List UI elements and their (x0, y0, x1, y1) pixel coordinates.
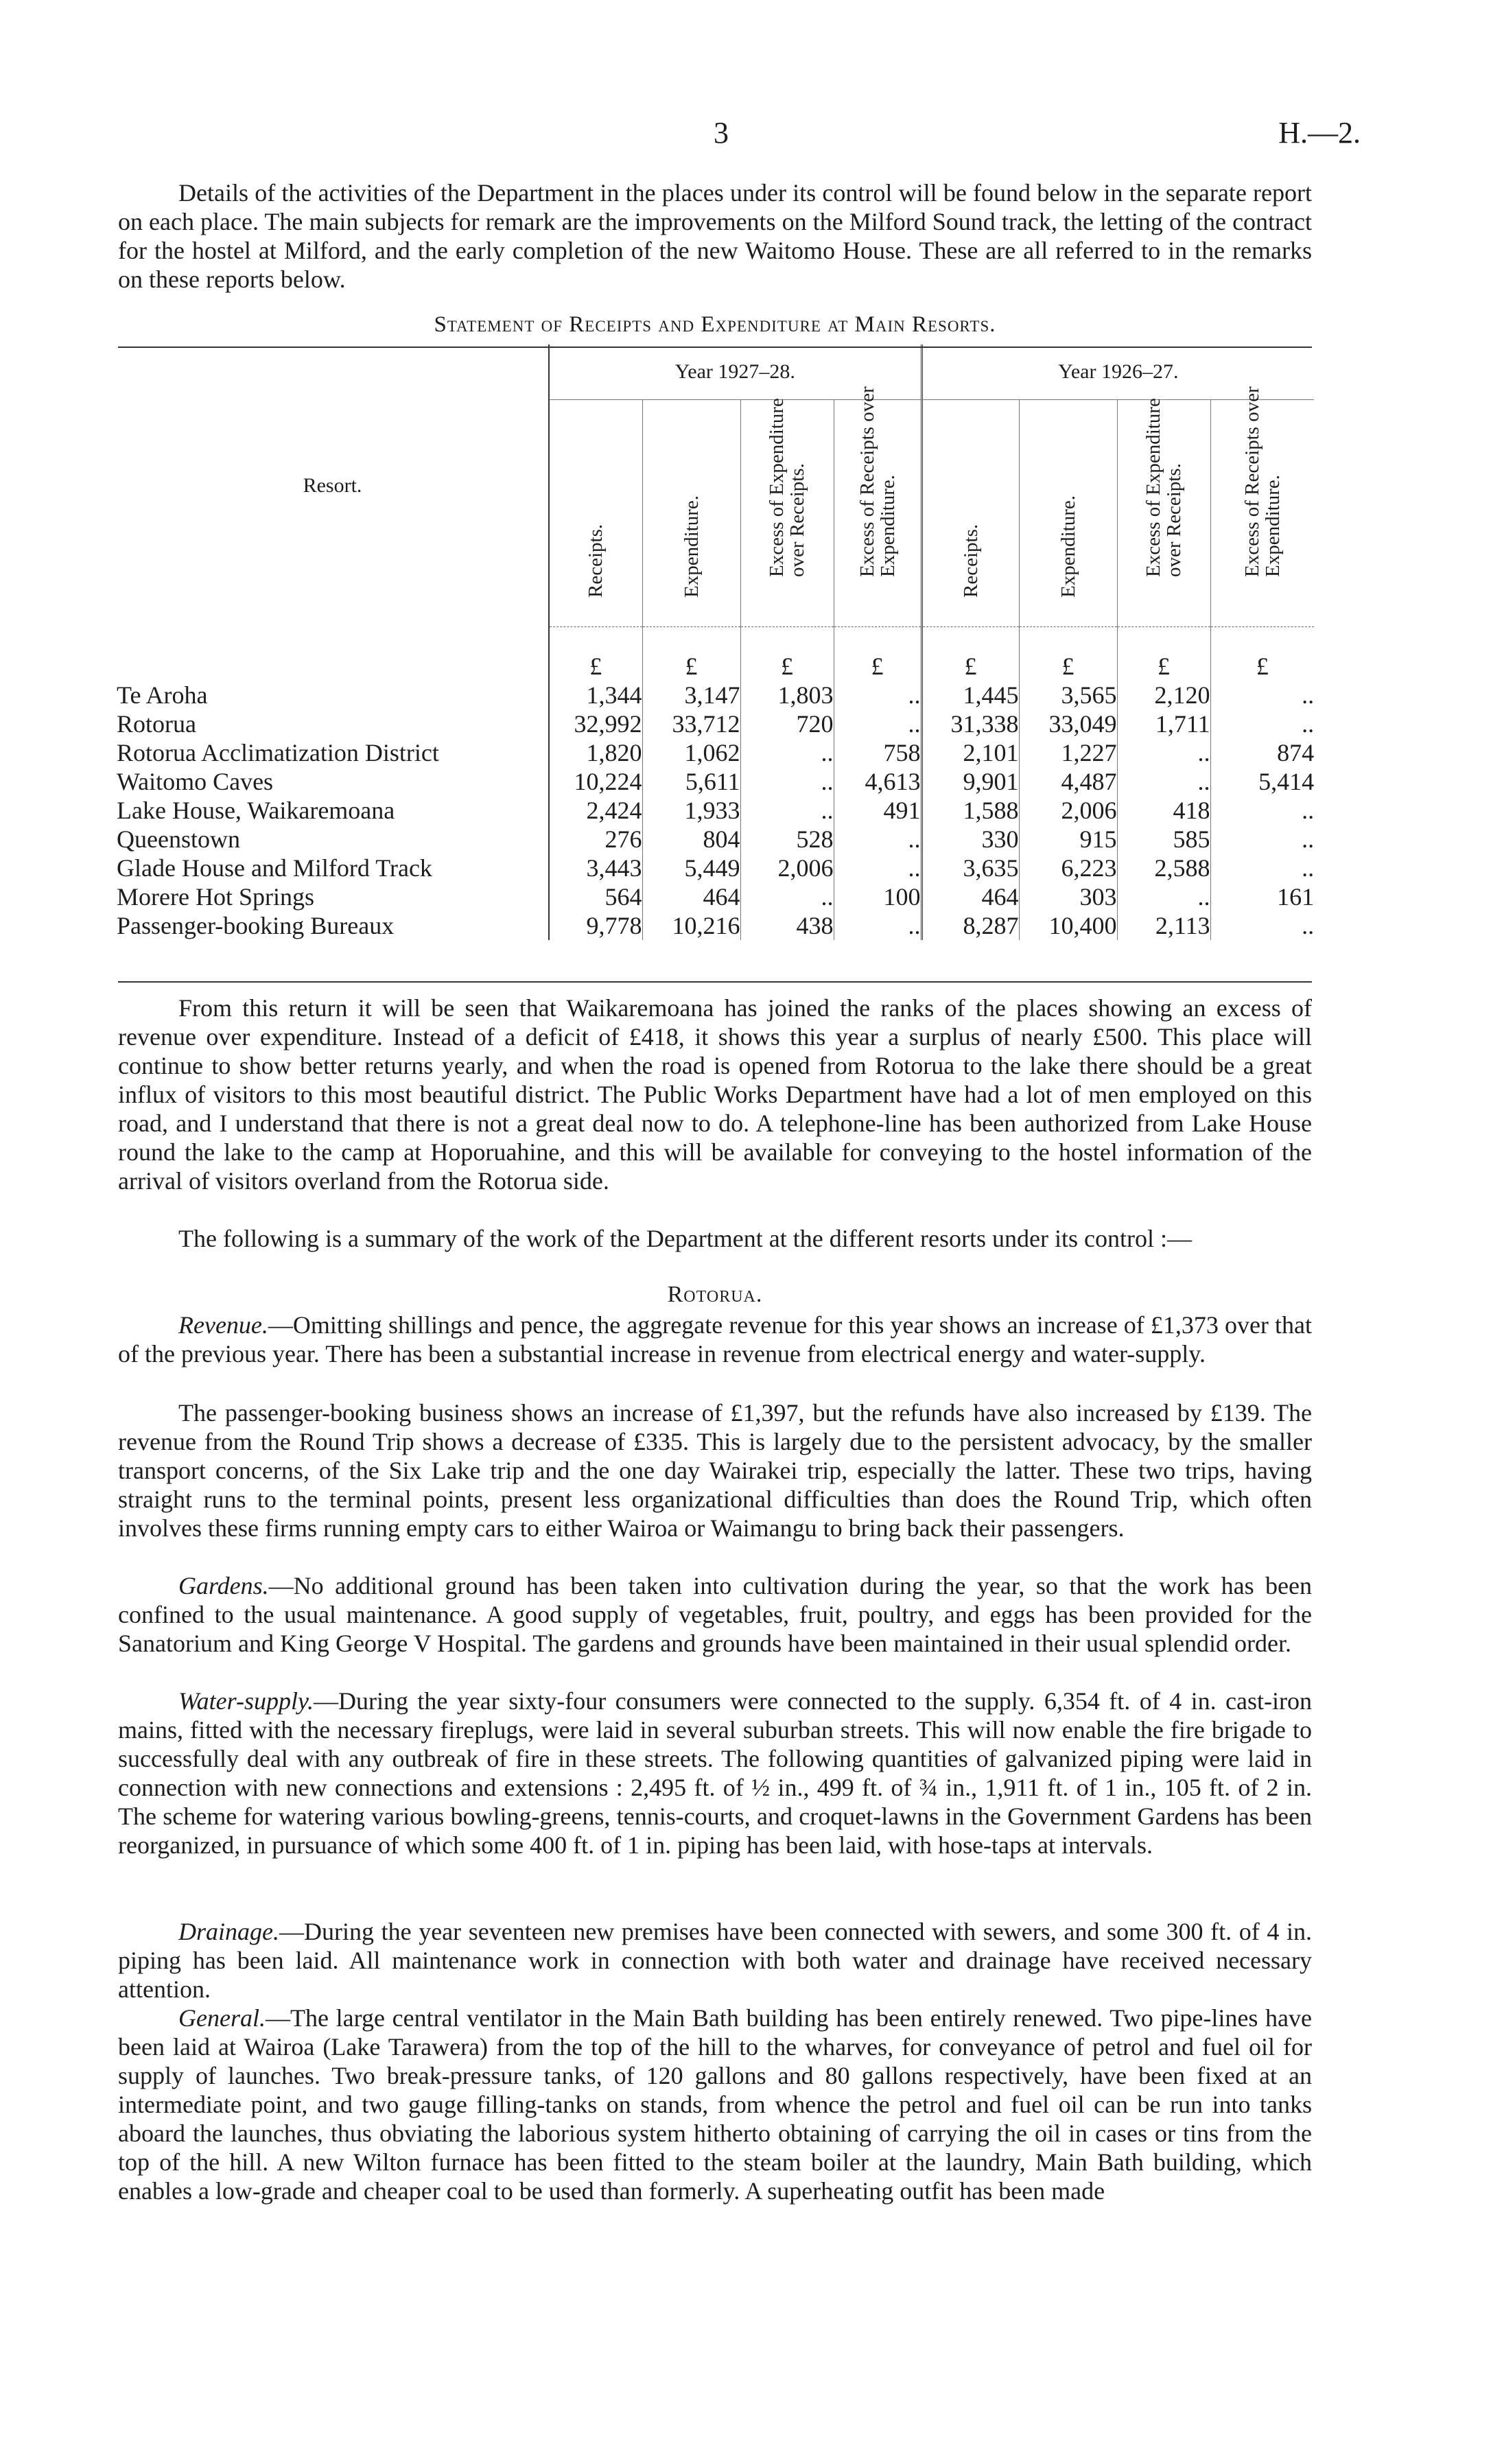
resort-header: Resort. (303, 473, 362, 497)
currency-symbol: £ (921, 652, 1019, 681)
cell-excess-expenditure-1927-28: 1,803 (740, 681, 834, 709)
cell-receipts-1926-27: 330 (921, 825, 1019, 854)
cell-expenditure-1927-28: 1,933 (642, 796, 740, 825)
cell-expenditure-1926-27: 33,049 (1019, 709, 1117, 738)
cell-excess-expenditure-1927-28: 528 (740, 825, 834, 854)
section-title-rotorua: Rotorua. (667, 1282, 763, 1307)
receipts-expenditure-table (117, 344, 1314, 940)
revenue-paragraph (118, 1311, 1312, 1368)
cell-excess-expenditure-1927-28: 720 (740, 709, 834, 738)
cell-excess-expenditure-1926-27: 2,120 (1117, 681, 1210, 709)
cell-excess-expenditure-1927-28: .. (740, 767, 834, 796)
currency-symbol: £ (1210, 652, 1314, 681)
cell-excess-expenditure-1926-27: 585 (1117, 825, 1210, 854)
col-excess-expenditure-1926-27: Excess of Expenditure over Receipts. (1117, 400, 1210, 627)
cell-excess-expenditure-1926-27: 418 (1117, 796, 1210, 825)
cell-receipts-1927-28: 32,992 (549, 709, 642, 738)
cell-expenditure-1926-27: 3,565 (1019, 681, 1117, 709)
cell-excess-expenditure-1927-28: .. (740, 738, 834, 767)
cell-excess-receipts-1926-27: .. (1210, 911, 1314, 940)
cell-excess-expenditure-1926-27: 1,711 (1117, 709, 1210, 738)
cell-excess-receipts-1926-27: .. (1210, 854, 1314, 882)
water-supply-label: Water-supply. (178, 1687, 314, 1715)
water-supply-paragraph (118, 1687, 1312, 1859)
cell-receipts-1926-27: 464 (921, 882, 1019, 911)
year-1927-28-header: Year 1927–28. (549, 344, 921, 400)
gardens-text: —No additional ground has been taken into cultivation during the year, so that the work has been confined to the usual maintenance. A good supply of vegetables, fruit, poultry, and eggs has been provided for the Sanatorium and King George V Hospital. The gardens and grounds have been maintained in their usual splendid order. (118, 1572, 1312, 1657)
cell-expenditure-1926-27: 4,487 (1019, 767, 1117, 796)
cell-excess-receipts-1927-28: 100 (834, 882, 921, 911)
summary-intro-paragraph: The following is a summary of the work of the Department at the different resorts under its control :— (178, 1225, 1192, 1252)
cell-excess-receipts-1927-28: .. (834, 709, 921, 738)
cell-expenditure-1927-28: 804 (642, 825, 740, 854)
water-supply-text: —During the year sixty-four consumers were connected to the supply. 6,354 ft. of 4 in. cast-iron mains, fitted with the necessary fireplugs, were laid in several suburban streets. This will now enable the fire brigade to successfully deal with any outbreak of fire in these streets. The following quantities of galvanized piping were laid in connection with new connections and extensions : 2,495 ft. of ½ in., 499 ft. of ¾ in., 1,911 ft. of 1 in., 105 ft. of 2 in. The scheme for watering various bowling-greens, tennis-courts, and croquet-lawns in the Government Gardens has been reorganized, in pursuance of which some 400 ft. of 1 in. piping has been laid, with hose-taps at intervals. (118, 1687, 1312, 1859)
table-row (117, 681, 1314, 709)
cell-receipts-1926-27: 1,445 (921, 681, 1019, 709)
cell-receipts-1926-27: 3,635 (921, 854, 1019, 882)
col-expenditure-1926-27: Expenditure. (1019, 400, 1117, 627)
page-number: 3 (714, 116, 729, 150)
currency-symbol: £ (549, 652, 642, 681)
table-row (117, 796, 1314, 825)
cell-receipts-1926-27: 8,287 (921, 911, 1019, 940)
cell-excess-receipts-1927-28: 491 (834, 796, 921, 825)
gardens-paragraph (118, 1571, 1312, 1658)
general-paragraph (118, 2004, 1312, 2205)
col-receipts-1926-27: Receipts. (921, 400, 1019, 627)
table-row (117, 854, 1314, 882)
cell-excess-receipts-1927-28: .. (834, 854, 921, 882)
cell-expenditure-1926-27: 915 (1019, 825, 1117, 854)
cell-expenditure-1926-27: 6,223 (1019, 854, 1117, 882)
drainage-label: Drainage. (178, 1918, 279, 1945)
resort-name: Glade House and Milford Track (117, 854, 432, 882)
table-row (117, 825, 1314, 854)
cell-expenditure-1926-27: 2,006 (1019, 796, 1117, 825)
currency-symbol: £ (740, 652, 834, 681)
table-row (117, 738, 1314, 767)
resort-name: Morere Hot Springs (117, 883, 314, 911)
cell-excess-receipts-1926-27: 874 (1210, 738, 1314, 767)
cell-expenditure-1927-28: 1,062 (642, 738, 740, 767)
general-text: —The large central ventilator in the Main Bath building has been entirely renewed. Two pipe-lines have been laid at Wairoa (Lake Tarawera) from the top of the hill to the wharves, for conveyance of petrol and fuel oil for supply of launches. Two break-pressure tanks, of 120 gallons and 80 gallons respectively, have been fixed at an intermediate point, and two gauge filling-tanks on stands, from whence the petrol and fuel oil can be run into tanks aboard the launches, thus obviating the laborious system hitherto obtaining of carrying the oil in cases or tins from the top of the hill. A new Wilton furnace has been fitted to the steam boiler at the laundry, Main Bath building, which enables a low-grade and cheaper coal to be used than formerly. A superheating outfit has been made (118, 2004, 1312, 2205)
currency-symbol: £ (642, 652, 740, 681)
cell-receipts-1927-28: 1,344 (549, 681, 642, 709)
after-table-paragraph: From this return it will be seen that Waikaremoana has joined the ranks of the places showing an excess of revenue over expenditure. Instead of a deficit of £418, it shows this year a surplus of nearly £500. This place will continue to show better returns yearly, and when the road is opened from Rotorua to the lake there should be a great influx of visitors to this most beautiful district. The Public Works Department have had a lot of men employed on this road, and I understand that there is not a great deal now to do. A telephone-line has been authorized from Lake House round the lake to the camp at Hoporuahine, and this will be available for conveying to the hostel information of the arrival of visitors overland from the Rotorua side. (118, 994, 1312, 1195)
table-row (117, 882, 1314, 911)
cell-expenditure-1927-28: 10,216 (642, 911, 740, 940)
booking-paragraph: The passenger-booking business shows an increase of £1,397, but the refunds have also increased by £139. The revenue from the Round Trip shows a decrease of £335. This is largely due to the persistent advocacy, by the smaller transport concerns, of the Six Lake trip and the one day Wairakei trip, especially the latter. These two trips, having straight runs to the terminal points, present less organizational difficulties than does the Round Trip, which often involves these firms running empty cars to either Wairoa or Waimangu to bring back their passengers. (118, 1399, 1312, 1542)
table-title: Statement of Receipts and Expenditure at Main Resorts. (434, 312, 996, 337)
drainage-text: —During the year seventeen new premises have been connected with sewers, and some 300 ft. of 4 in. piping has been laid. All maintenance work in connection with both water and drainage have received necessary attention. (118, 1918, 1312, 2003)
cell-expenditure-1927-28: 5,449 (642, 854, 740, 882)
resort-name: Waitomo Caves (117, 768, 274, 795)
cell-excess-expenditure-1926-27: 2,588 (1117, 854, 1210, 882)
table-row (117, 767, 1314, 796)
cell-excess-expenditure-1927-28: .. (740, 796, 834, 825)
cell-excess-receipts-1926-27: .. (1210, 709, 1314, 738)
cell-excess-expenditure-1927-28: .. (740, 882, 834, 911)
col-receipts-1927-28: Receipts. (549, 400, 642, 627)
currency-symbol: £ (1019, 652, 1117, 681)
currency-symbol: £ (1117, 652, 1210, 681)
cell-excess-receipts-1927-28: .. (834, 681, 921, 709)
col-expenditure-1927-28: Expenditure. (642, 400, 740, 627)
cell-receipts-1927-28: 276 (549, 825, 642, 854)
revenue-text: —Omitting shillings and pence, the aggregate revenue for this year shows an increase of £1,373 over that of the previous year. There has been a substantial increase in revenue from electrical energy and water-supply. (118, 1311, 1312, 1368)
resort-name: Queenstown (117, 825, 240, 853)
document-reference: H.—2. (1278, 116, 1361, 150)
cell-receipts-1927-28: 564 (549, 882, 642, 911)
cell-expenditure-1927-28: 464 (642, 882, 740, 911)
cell-receipts-1927-28: 9,778 (549, 911, 642, 940)
cell-excess-expenditure-1926-27: .. (1117, 882, 1210, 911)
resort-name: Rotorua (117, 710, 196, 738)
resort-name: Te Aroha (117, 681, 208, 709)
cell-receipts-1927-28: 10,224 (549, 767, 642, 796)
cell-excess-receipts-1927-28: 4,613 (834, 767, 921, 796)
intro-paragraph: Details of the activities of the Department in the places under its control will be found below in the separate report on each place. The main subjects for remark are the improvements on the Milford Sound track, the letting of the contract for the hostel at Milford, and the early completion of the new Waitomo House. These are all referred to in the remarks on these reports below. (118, 179, 1312, 293)
col-excess-receipts-1926-27: Excess of Receipts over Expenditure. (1210, 400, 1314, 627)
cell-expenditure-1926-27: 303 (1019, 882, 1117, 911)
table-row (117, 911, 1314, 940)
cell-excess-receipts-1926-27: .. (1210, 796, 1314, 825)
cell-receipts-1927-28: 3,443 (549, 854, 642, 882)
resort-name: Passenger-booking Bureaux (117, 912, 395, 939)
cell-excess-receipts-1927-28: 758 (834, 738, 921, 767)
cell-excess-receipts-1926-27: .. (1210, 825, 1314, 854)
col-excess-receipts-1927-28: Excess of Receipts over Expenditure. (834, 400, 921, 627)
currency-symbol: £ (834, 652, 921, 681)
cell-expenditure-1926-27: 1,227 (1019, 738, 1117, 767)
cell-excess-receipts-1926-27: 5,414 (1210, 767, 1314, 796)
cell-excess-expenditure-1926-27: .. (1117, 738, 1210, 767)
currency-row (117, 652, 1314, 681)
cell-receipts-1926-27: 31,338 (921, 709, 1019, 738)
col-excess-expenditure-1927-28: Excess of Expenditure over Receipts. (740, 400, 834, 627)
cell-expenditure-1926-27: 10,400 (1019, 911, 1117, 940)
drainage-paragraph (118, 1917, 1312, 2004)
cell-receipts-1926-27: 2,101 (921, 738, 1019, 767)
cell-receipts-1926-27: 9,901 (921, 767, 1019, 796)
cell-excess-receipts-1927-28: .. (834, 911, 921, 940)
table-row (117, 709, 1314, 738)
table-bottom-rule (118, 981, 1312, 983)
cell-excess-receipts-1927-28: .. (834, 825, 921, 854)
gardens-label: Gardens. (178, 1572, 269, 1599)
resort-name: Rotorua Acclimatization District (117, 739, 439, 766)
revenue-label: Revenue. (178, 1311, 268, 1339)
cell-excess-expenditure-1926-27: 2,113 (1117, 911, 1210, 940)
cell-expenditure-1927-28: 5,611 (642, 767, 740, 796)
resort-name: Lake House, Waikaremoana (117, 797, 395, 824)
cell-excess-expenditure-1927-28: 438 (740, 911, 834, 940)
cell-receipts-1927-28: 1,820 (549, 738, 642, 767)
year-1926-27-header: Year 1926–27. (921, 344, 1314, 400)
cell-receipts-1927-28: 2,424 (549, 796, 642, 825)
cell-expenditure-1927-28: 3,147 (642, 681, 740, 709)
cell-excess-expenditure-1927-28: 2,006 (740, 854, 834, 882)
cell-excess-receipts-1926-27: 161 (1210, 882, 1314, 911)
general-label: General. (178, 2004, 266, 2032)
cell-receipts-1926-27: 1,588 (921, 796, 1019, 825)
cell-expenditure-1927-28: 33,712 (642, 709, 740, 738)
cell-excess-expenditure-1926-27: .. (1117, 767, 1210, 796)
cell-excess-receipts-1926-27: .. (1210, 681, 1314, 709)
